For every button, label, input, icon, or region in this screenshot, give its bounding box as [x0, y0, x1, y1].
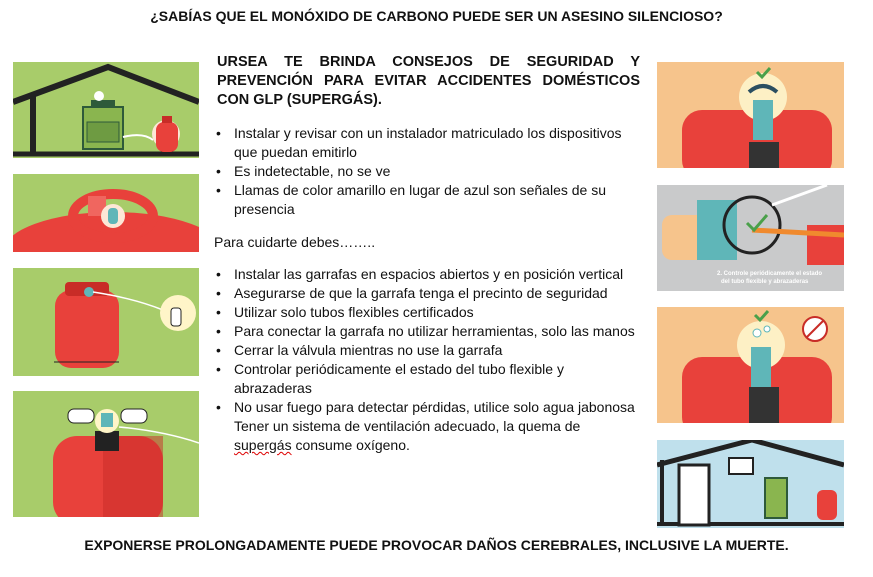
ventilation-note: [234, 417, 644, 455]
connector-check-graphic: [657, 62, 844, 168]
list-item: • Instalar y revisar con un instalador matriculado los dispositivos que puedan emitirlo: [214, 124, 644, 162]
facts-list: [214, 124, 644, 219]
tips-list: [214, 265, 644, 455]
soapy-water-illustration: [657, 307, 844, 423]
list-item: • Para conectar la garrafa no utilizar herramientas, solo las manos: [214, 322, 644, 341]
hose-check-illustration: [657, 185, 844, 291]
panel-caption: 2. Controle periódicamente el estado: [717, 271, 823, 277]
cylinder-valve-illustration: [13, 174, 199, 252]
supergas-word: supergás: [234, 437, 292, 453]
ventilation-end: consume oxígeno.: [291, 437, 410, 453]
cylinder-valve-graphic: [13, 174, 199, 252]
cylinder-seal-illustration: [13, 268, 199, 376]
cylinder-seal-graphic: [13, 268, 199, 376]
house-stove-graphic: [13, 62, 199, 158]
list-item: • Utilizar solo tubos flexibles certificados: [214, 303, 644, 322]
hands-valve-graphic: [13, 391, 199, 517]
list-item: • Es indetectable, no se ve: [214, 162, 644, 181]
list-item: • Controlar periódicamente el estado del tubo flexible y abrazaderas: [214, 360, 644, 398]
list-item: • Llamas de color amarillo en lugar de azul son señales de su presencia: [214, 181, 644, 219]
soapy-water-graphic: [657, 307, 844, 423]
connector-check-illustration: [657, 62, 844, 168]
list-item: • Asegurarse de que la garrafa tenga el precinto de seguridad: [214, 284, 644, 303]
list-item: • Instalar las garrafas en espacios abiertos y en posición vertical: [214, 265, 644, 284]
hose-check-graphic: [657, 185, 844, 291]
hands-valve-illustration: [13, 391, 199, 517]
ventilation-house-graphic: [657, 440, 844, 528]
list-item: • Cerrar la válvula mientras no use la garrafa: [214, 341, 644, 360]
ventilation-text: Tener un sistema de ventilación adecuado, la quema de: [234, 418, 581, 434]
panel-caption: del tubo flexible y abrazaderas: [721, 279, 809, 285]
house-stove-illustration: [13, 62, 199, 158]
list-item-text: No usar fuego para detectar pérdidas, utilice solo agua jabonosa: [234, 399, 635, 415]
ventilation-house-illustration: [657, 440, 844, 528]
list-item-last: [214, 398, 644, 455]
page-title: ¿SABÍAS QUE EL MONÓXIDO DE CARBONO PUEDE SER UN ASESINO SILENCIOSO?: [150, 8, 723, 24]
intro-heading: URSEA TE BRINDA CONSEJOS DE SEGURIDAD Y PREVENCIÓN PARA EVITAR ACCIDENTES DOMÉSTICOS CON GLP (SUPERGÁS).: [217, 54, 640, 108]
care-heading: Para cuidarte debes……..: [214, 234, 376, 250]
footer-warning: EXPONERSE PROLONGADAMENTE PUEDE PROVOCAR DAÑOS CEREBRALES, INCLUSIVE LA MUERTE.: [84, 537, 789, 553]
